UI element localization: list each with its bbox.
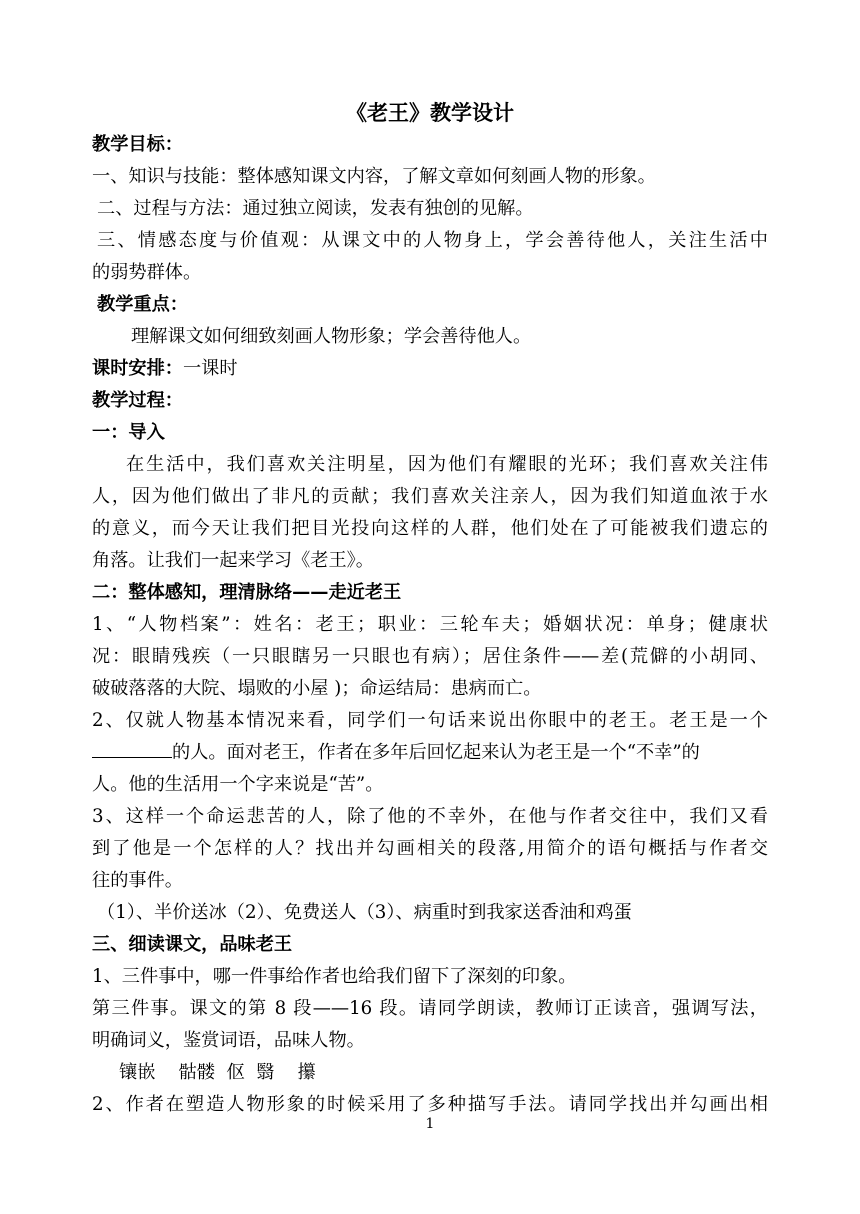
section-1-para-line-4: 角落。让我们一起来学习《老王》。: [92, 550, 374, 571]
goal-3-line-1: 三、情感态度与价值观：从课文中的人物身上，学会善待他人，关注生活中: [97, 230, 768, 251]
section-2-item-3-line-3: 往的事件。: [92, 870, 183, 891]
section-2-item-1-line-1: 1、“人物档案”：姓名：老王；职业：三轮车夫；婚姻状况：单身；健康状: [92, 614, 768, 635]
section-3-item-2-line-1: 2、作者在塑造人物形象的时候采用了多种描写手法。请同学找出并勾画出相: [92, 1094, 768, 1115]
fill-in-blank: [92, 739, 172, 758]
goal-2: 二、过程与方法：通过独立阅读，发表有独创的见解。: [97, 198, 534, 219]
goal-3-line-2: 的弱势群体。: [92, 262, 202, 283]
document-title: 《老王》教学设计: [346, 100, 514, 125]
section-3-item-1-answer-line-1: 第三件事。课文的第 8 段——16 段。请同学朗读，教师订正读音，强调写法，: [92, 998, 768, 1019]
goals-heading: 教学目标：: [92, 134, 183, 155]
section-2-item-2-line-2-text: 的人。面对老王，作者在多年后回忆起来认为老王是一个“不幸”的: [172, 742, 700, 763]
process-heading: 教学过程：: [92, 390, 183, 411]
goal-1: 一、知识与技能：整体感知课文内容，了解文章如何刻画人物的形象。: [92, 166, 656, 187]
section-3-vocabulary: 镶嵌 骷髅 伛 翳 攥: [119, 1062, 316, 1083]
schedule-value: 一课时: [182, 358, 238, 379]
section-2-heading: 二：整体感知，理清脉络——走近老王: [92, 582, 402, 603]
schedule-line: [92, 354, 772, 384]
section-1-para-line-1: 在生活中，我们喜欢关注明星，因为他们有耀眼的光环；我们喜欢关注伟: [126, 454, 768, 475]
section-2-events: （1）、半价送冰（2）、免费送人（3）、病重时到我家送香油和鸡蛋: [97, 902, 632, 923]
section-2-item-2-line-3: 人。他的生活用一个字来说是“苦”。: [92, 774, 384, 795]
section-3-heading: 三、细读课文，品味老王: [92, 934, 293, 955]
schedule-label: 课时安排：: [92, 358, 183, 379]
section-2-item-1-line-3: 破破落落的大院、塌败的小屋 )；命运结局：患病而亡。: [92, 678, 542, 699]
section-2-item-3-line-2: 到了他是一个怎样的人？找出并勾画相关的段落,用简介的语句概括与作者交: [92, 838, 768, 859]
section-2-item-3-line-1: 3、这样一个命运悲苦的人，除了他的不幸外，在他与作者交往中，我们又看: [92, 806, 768, 827]
section-3-item-1: 1、三件事中，哪一件事给作者也给我们留下了深刻的印象。: [92, 966, 577, 987]
section-2-item-1-line-2: 况：眼睛残疾（一只眼瞎另一只眼也有病）；居住条件——差(荒僻的小胡同、: [92, 646, 768, 667]
section-2-item-2-line-2: [92, 738, 772, 768]
section-3-item-1-answer-line-2: 明确词义，鉴赏词语，品味人物。: [92, 1030, 365, 1051]
section-1-para-line-3: 的意义，而今天让我们把目光投向这样的人群，他们处在了可能被我们遗忘的: [92, 518, 768, 539]
section-2-item-2-line-1: 2、仅就人物基本情况来看，同学们一句话来说出你眼中的老王。老王是一个: [92, 710, 768, 731]
section-1-heading: 一：导入: [92, 422, 165, 443]
focus-heading: 教学重点：: [97, 294, 188, 315]
page-number: 1: [425, 1116, 435, 1132]
section-1-para-line-2: 人，因为他们做出了非凡的贡献；我们喜欢关注亲人，因为我们知道血浓于水: [92, 486, 768, 507]
focus-text: 理解课文如何细致刻画人物形象；学会善待他人。: [131, 326, 532, 347]
